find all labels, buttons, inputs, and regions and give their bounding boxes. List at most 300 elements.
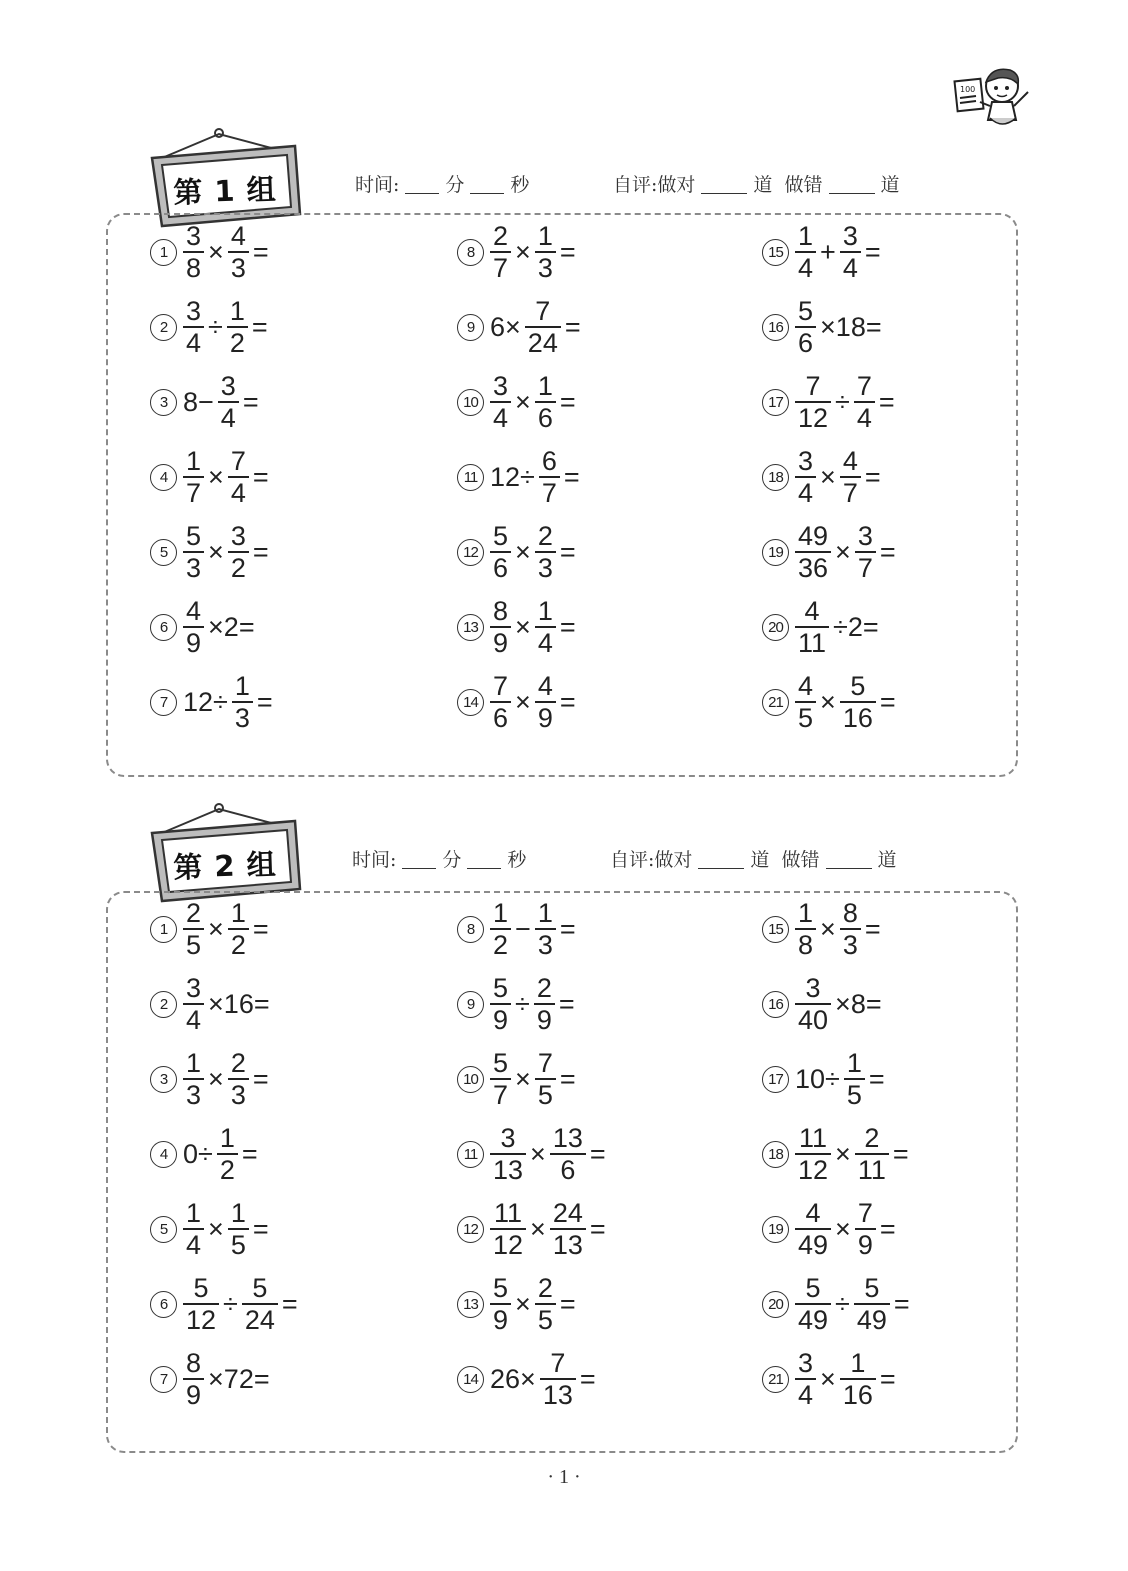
operator: 6×	[490, 311, 521, 342]
minutes-blank[interactable]	[405, 173, 439, 194]
numerator: 5	[850, 671, 866, 701]
problem-number: 14	[457, 1366, 484, 1393]
problem-2	[150, 972, 272, 1036]
denominator: 49	[798, 1230, 829, 1260]
numerator: 5	[493, 1048, 509, 1078]
operator: 8−	[183, 386, 214, 417]
numerator: 1	[219, 1123, 235, 1153]
problem-13	[457, 1272, 578, 1336]
numerator: 4	[804, 596, 820, 626]
operator: ×16=	[208, 988, 270, 1019]
numerator: 11	[799, 1123, 828, 1153]
denominator: 6	[493, 553, 509, 583]
fraction	[855, 521, 876, 583]
numerator: 1	[186, 1198, 202, 1228]
denominator: 7	[493, 1080, 509, 1110]
numerator: 5	[252, 1273, 268, 1303]
denominator: 2	[219, 1155, 235, 1185]
operator: =	[868, 1063, 885, 1094]
fraction	[183, 221, 204, 283]
problem-number: 6	[150, 614, 177, 641]
denominator: 3	[842, 930, 858, 960]
fraction	[795, 1198, 831, 1260]
fraction	[183, 296, 204, 358]
mascot-illustration-icon	[952, 58, 1038, 136]
wrong-label: 道 做错	[753, 174, 823, 196]
fraction	[490, 221, 511, 283]
fraction	[534, 973, 555, 1035]
numerator: 1	[186, 1048, 202, 1078]
fraction	[218, 371, 239, 433]
denominator: 9	[493, 1305, 509, 1335]
denominator: 5	[798, 703, 814, 733]
problem-number: 15	[762, 916, 789, 943]
operator: =	[564, 311, 581, 342]
problem-4	[150, 445, 271, 509]
denominator: 49	[798, 1305, 829, 1335]
problem-20	[762, 1272, 912, 1336]
operator: ×	[820, 1363, 836, 1394]
problem-number: 13	[457, 614, 484, 641]
numerator: 13	[552, 1123, 583, 1153]
problem-number: 7	[150, 689, 177, 716]
fraction	[228, 898, 249, 960]
numerator: 5	[193, 1273, 209, 1303]
denominator: 9	[186, 1380, 202, 1410]
fraction	[840, 446, 861, 508]
operator: ×	[208, 461, 224, 492]
fraction	[183, 1198, 204, 1260]
denominator: 24	[244, 1305, 275, 1335]
numerator: 1	[229, 296, 245, 326]
problem-4	[150, 1122, 260, 1186]
operator: ÷	[223, 1288, 238, 1319]
numerator: 7	[856, 371, 872, 401]
numerator: 7	[493, 671, 509, 701]
problem-8	[457, 897, 578, 961]
denominator: 11	[857, 1155, 886, 1185]
problem-17	[762, 1047, 887, 1111]
problem-number: 7	[150, 1366, 177, 1393]
self-evaluation-field	[613, 170, 900, 200]
problem-number: 18	[762, 1141, 789, 1168]
operator: ×	[515, 1063, 531, 1094]
numerator: 1	[537, 596, 553, 626]
fraction	[535, 371, 556, 433]
wrong-label: 道 做错	[750, 849, 820, 871]
problem-number: 12	[457, 539, 484, 566]
operator: ÷	[515, 988, 530, 1019]
problem-number: 17	[762, 389, 789, 416]
fraction	[844, 1048, 865, 1110]
fraction	[490, 1048, 511, 1110]
denominator: 3	[537, 930, 553, 960]
problem-number: 1	[150, 239, 177, 266]
problem-number: 5	[150, 539, 177, 566]
numerator: 24	[552, 1198, 583, 1228]
numerator: 3	[186, 296, 202, 326]
problem-number: 19	[762, 1216, 789, 1243]
correct-label: 自评:做对	[613, 174, 696, 196]
problem-number: 21	[762, 689, 789, 716]
operator: =	[241, 1138, 258, 1169]
fraction	[183, 898, 204, 960]
fraction	[242, 1273, 278, 1335]
problem-number: 6	[150, 1291, 177, 1318]
numerator: 5	[864, 1273, 880, 1303]
operator: ×	[208, 236, 224, 267]
denominator: 5	[186, 930, 202, 960]
fraction	[539, 446, 560, 508]
fraction	[228, 521, 249, 583]
numerator: 2	[537, 1273, 553, 1303]
operator: 12÷	[490, 461, 535, 492]
operator: ×	[820, 913, 836, 944]
denominator: 4	[842, 253, 858, 283]
operator: =	[879, 1213, 896, 1244]
problem-18	[762, 1122, 911, 1186]
problem-number: 4	[150, 1141, 177, 1168]
seconds-blank[interactable]	[467, 848, 501, 869]
denominator: 4	[186, 328, 202, 358]
numerator: 7	[535, 296, 551, 326]
problem-number: 3	[150, 1066, 177, 1093]
denominator: 7	[857, 553, 873, 583]
operator: ×	[820, 461, 836, 492]
operator: ×	[515, 386, 531, 417]
problem-1	[150, 897, 271, 961]
seconds-blank[interactable]	[470, 173, 504, 194]
denominator: 7	[186, 478, 202, 508]
problem-number: 13	[457, 1291, 484, 1318]
operator: ×	[208, 1063, 224, 1094]
problem-number: 2	[150, 991, 177, 1018]
operator: ×	[835, 1213, 851, 1244]
problem-number: 1	[150, 916, 177, 943]
numerator: 2	[537, 521, 553, 551]
problem-number: 19	[762, 539, 789, 566]
operator: ×	[208, 1213, 224, 1244]
problem-9	[457, 972, 577, 1036]
fraction	[855, 1198, 876, 1260]
denominator: 3	[230, 1080, 246, 1110]
numerator: 7	[537, 1048, 553, 1078]
fraction	[795, 296, 816, 358]
denominator: 9	[186, 628, 202, 658]
fraction	[490, 973, 511, 1035]
fraction	[183, 1348, 204, 1410]
problem-number: 12	[457, 1216, 484, 1243]
fraction	[795, 1123, 831, 1185]
operator: ×18=	[820, 311, 882, 342]
numerator: 2	[864, 1123, 880, 1153]
denominator: 5	[537, 1305, 553, 1335]
operator: =	[252, 1063, 269, 1094]
denominator: 7	[493, 253, 509, 283]
problem-18	[762, 445, 883, 509]
operator: =	[559, 536, 576, 567]
denominator: 6	[560, 1155, 576, 1185]
operator: =	[879, 686, 896, 717]
numerator: 4	[842, 446, 858, 476]
problem-number: 16	[762, 991, 789, 1018]
fraction	[855, 1123, 889, 1185]
fraction	[840, 221, 861, 283]
correct-label: 自评:做对	[610, 849, 693, 871]
problem-15	[762, 220, 883, 284]
operator: ×	[515, 536, 531, 567]
fraction	[535, 596, 556, 658]
problem-number: 8	[457, 239, 484, 266]
operator: =	[559, 913, 576, 944]
problem-13	[457, 595, 578, 659]
numerator: 3	[798, 446, 814, 476]
denominator: 4	[220, 403, 236, 433]
numerator: 3	[230, 521, 246, 551]
numerator: 3	[500, 1123, 516, 1153]
numerator: 7	[805, 371, 821, 401]
numerator: 1	[537, 371, 553, 401]
problem-2	[150, 295, 270, 359]
numerator: 1	[186, 446, 202, 476]
operator: ÷2=	[833, 611, 879, 642]
numerator: 8	[842, 898, 858, 928]
denominator: 3	[186, 553, 202, 583]
problem-6	[150, 1272, 300, 1336]
second-label: 秒	[510, 174, 530, 196]
time-label: 时间:	[355, 174, 400, 196]
fraction	[840, 1348, 876, 1410]
denominator: 3	[537, 253, 553, 283]
operator: =	[589, 1138, 606, 1169]
denominator: 5	[230, 1230, 246, 1260]
numerator: 1	[850, 1348, 866, 1378]
operator: =	[252, 236, 269, 267]
fraction	[525, 296, 561, 358]
denominator: 6	[798, 328, 814, 358]
fraction	[535, 671, 556, 733]
problem-5	[150, 520, 271, 584]
operator: =	[559, 686, 576, 717]
problem-14	[457, 1347, 598, 1411]
problem-9	[457, 295, 583, 359]
numerator: 2	[230, 1048, 246, 1078]
numerator: 3	[186, 973, 202, 1003]
operator: =	[558, 988, 575, 1019]
fraction	[535, 521, 556, 583]
time-field	[352, 845, 526, 875]
unit-label: 道	[880, 174, 900, 196]
denominator: 9	[536, 1005, 552, 1035]
numerator: 1	[537, 221, 553, 251]
denominator: 6	[537, 403, 553, 433]
numerator: 5	[805, 1273, 821, 1303]
denominator: 8	[798, 930, 814, 960]
numerator: 4	[230, 221, 246, 251]
fraction	[854, 371, 875, 433]
correct-count-blank[interactable]	[701, 173, 747, 194]
fraction	[840, 898, 861, 960]
unit-label: 道	[877, 849, 897, 871]
numerator: 2	[493, 221, 509, 251]
denominator: 5	[846, 1080, 862, 1110]
denominator: 4	[798, 253, 814, 283]
operator: =	[251, 311, 268, 342]
problem-12	[457, 520, 578, 584]
operator: =	[559, 1063, 576, 1094]
fraction	[183, 1273, 219, 1335]
fraction	[217, 1123, 238, 1185]
minute-label: 分	[445, 174, 465, 196]
fraction	[228, 446, 249, 508]
denominator: 2	[230, 930, 246, 960]
numerator: 1	[846, 1048, 862, 1078]
fraction	[232, 671, 253, 733]
problem-number: 10	[457, 1066, 484, 1093]
denominator: 2	[229, 328, 245, 358]
numerator: 5	[493, 1273, 509, 1303]
operator: ×2=	[208, 611, 255, 642]
numerator: 7	[230, 446, 246, 476]
numerator: 4	[537, 671, 553, 701]
numerator: 4	[805, 1198, 821, 1228]
denominator: 49	[856, 1305, 887, 1335]
operator: =	[563, 461, 580, 492]
operator: ×	[515, 1288, 531, 1319]
operator: ×	[835, 536, 851, 567]
denominator: 9	[493, 628, 509, 658]
problem-3	[150, 370, 261, 434]
minutes-blank[interactable]	[402, 848, 436, 869]
fraction	[795, 596, 829, 658]
operator: =	[893, 1288, 910, 1319]
denominator: 12	[798, 403, 829, 433]
denominator: 2	[493, 930, 509, 960]
problem-number: 10	[457, 389, 484, 416]
denominator: 7	[842, 478, 858, 508]
numerator: 1	[234, 671, 250, 701]
denominator: 13	[552, 1230, 583, 1260]
self-evaluation-field	[610, 845, 897, 875]
denominator: 9	[493, 1005, 509, 1035]
fraction	[183, 521, 204, 583]
denominator: 4	[493, 403, 509, 433]
operator: +	[820, 236, 836, 267]
fraction	[795, 371, 831, 433]
fraction	[540, 1348, 576, 1410]
problem-3	[150, 1047, 271, 1111]
numerator: 4	[186, 596, 202, 626]
operator: ÷	[835, 386, 850, 417]
problem-1	[150, 220, 271, 284]
denominator: 6	[493, 703, 509, 733]
operator: =	[864, 461, 881, 492]
numerator: 7	[857, 1198, 873, 1228]
operator: =	[579, 1363, 596, 1394]
fraction	[490, 1273, 511, 1335]
minute-label: 分	[442, 849, 462, 871]
numerator: 1	[798, 898, 814, 928]
operator: =	[864, 236, 881, 267]
operator: 26×	[490, 1363, 536, 1394]
correct-count-blank[interactable]	[698, 848, 744, 869]
problem-number: 2	[150, 314, 177, 341]
operator: 10÷	[795, 1063, 840, 1094]
numerator: 3	[493, 371, 509, 401]
fraction	[183, 446, 204, 508]
denominator: 2	[230, 553, 246, 583]
group-title: 第 2 组	[172, 847, 278, 885]
denominator: 9	[857, 1230, 873, 1260]
fraction	[490, 371, 511, 433]
denominator: 4	[798, 1380, 814, 1410]
operator: −	[515, 913, 531, 944]
denominator: 13	[542, 1380, 573, 1410]
problem-number: 11	[457, 1141, 484, 1168]
operator: =	[252, 913, 269, 944]
denominator: 16	[842, 1380, 873, 1410]
operator: ×	[515, 236, 531, 267]
denominator: 8	[186, 253, 202, 283]
denominator: 3	[537, 553, 553, 583]
time-label: 时间:	[352, 849, 397, 871]
fraction	[490, 521, 511, 583]
wrong-count-blank[interactable]	[829, 173, 875, 194]
operator: ×	[515, 686, 531, 717]
problem-20	[762, 595, 881, 659]
fraction	[854, 1273, 890, 1335]
operator: ×	[835, 1138, 851, 1169]
numerator: 11	[494, 1198, 523, 1228]
fraction	[490, 1198, 526, 1260]
fraction	[795, 221, 816, 283]
numerator: 5	[186, 521, 202, 551]
denominator: 12	[493, 1230, 524, 1260]
problem-21	[762, 1347, 898, 1411]
fraction	[490, 898, 511, 960]
denominator: 5	[537, 1080, 553, 1110]
fraction	[550, 1198, 586, 1260]
denominator: 12	[798, 1155, 829, 1185]
fraction	[795, 1273, 831, 1335]
operator: =	[242, 386, 259, 417]
numerator: 1	[230, 898, 246, 928]
numerator: 7	[550, 1348, 566, 1378]
fraction	[840, 671, 876, 733]
problem-number: 16	[762, 314, 789, 341]
problem-15	[762, 897, 883, 961]
operator: ×8=	[835, 988, 882, 1019]
problem-number: 15	[762, 239, 789, 266]
fraction	[795, 973, 831, 1035]
operator: =	[252, 1213, 269, 1244]
numerator: 2	[186, 898, 202, 928]
wrong-count-blank[interactable]	[826, 848, 872, 869]
fraction	[183, 1048, 204, 1110]
fraction	[795, 1348, 816, 1410]
numerator: 8	[186, 1348, 202, 1378]
problem-12	[457, 1197, 608, 1261]
operator: =	[589, 1213, 606, 1244]
numerator: 3	[842, 221, 858, 251]
operator: =	[281, 1288, 298, 1319]
operator: =	[879, 1363, 896, 1394]
problem-number: 9	[457, 314, 484, 341]
denominator: 11	[798, 628, 827, 658]
problem-number: 21	[762, 1366, 789, 1393]
second-label: 秒	[507, 849, 527, 871]
fraction	[550, 1123, 586, 1185]
